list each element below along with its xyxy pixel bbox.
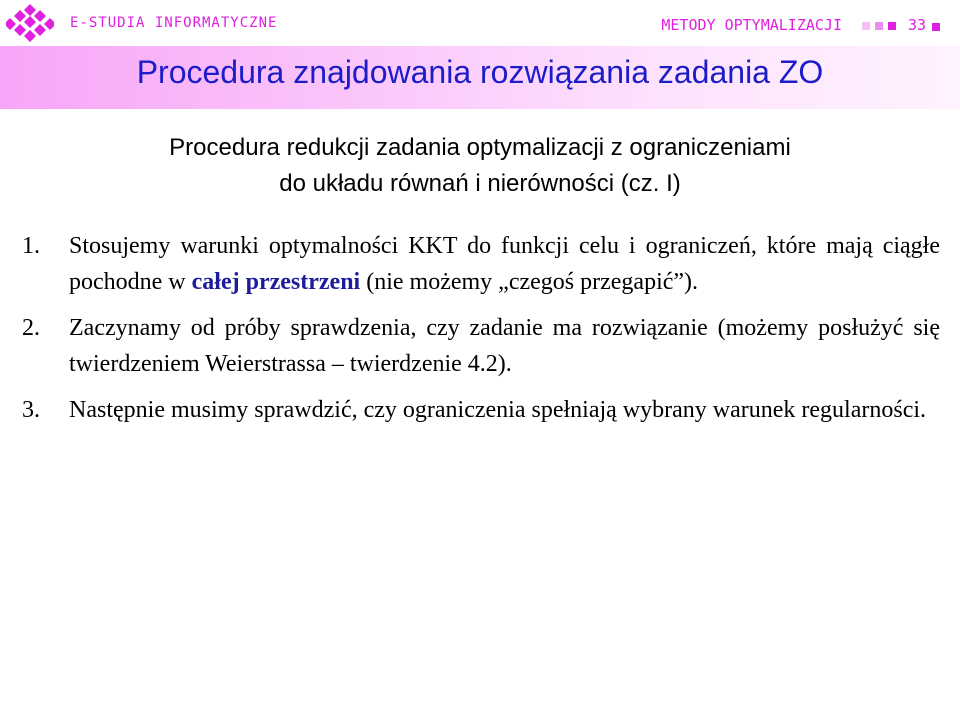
square-icon — [862, 22, 870, 30]
procedure-list — [22, 228, 940, 438]
decorative-squares — [862, 22, 896, 30]
slide-subtitle — [40, 130, 920, 202]
item-number: 1. — [22, 233, 40, 259]
course-name: METODY OPTYMALIZACJI — [661, 16, 842, 34]
list-item — [22, 310, 940, 382]
list-item — [22, 392, 940, 428]
subtitle-line: Procedura redukcji zadania optymalizacji z ograniczeniami — [169, 134, 791, 161]
item-text — [69, 228, 940, 300]
item-text: Zaczynamy od próby sprawdzenia, czy zadanie ma rozwiązanie (możemy posłużyć się twierdzeniem Weierstrassa – twierdzenie 4.2). — [69, 315, 940, 377]
square-icon — [932, 23, 940, 31]
item-number: 2. — [22, 315, 40, 341]
square-icon — [888, 22, 896, 30]
e-studia-logo-icon — [6, 2, 54, 44]
slide-title: Procedura znajdowania rozwiązania zadania ZO — [136, 54, 824, 90]
subtitle-line: do układu równań i nierówności (cz. I) — [279, 170, 681, 197]
item-number: 3. — [22, 397, 40, 423]
item-text: Następnie musimy sprawdzić, czy ograniczenia spełniają wybrany warunek regularności. — [69, 397, 927, 423]
page-number: 33 — [908, 16, 927, 34]
brand-name: E-STUDIA INFORMATYCZNE — [70, 15, 278, 31]
item-emphasis: całej przestrzeni — [191, 269, 361, 295]
square-icon — [875, 22, 883, 30]
item-text-before: Stosujemy warunki optymalności KKT do funkcji celu i ograniczeń, które mają ciągłe pochodne w — [69, 233, 940, 295]
list-item — [22, 228, 940, 300]
item-text-after: (nie możemy „czegoś przegapić”). — [360, 269, 699, 295]
